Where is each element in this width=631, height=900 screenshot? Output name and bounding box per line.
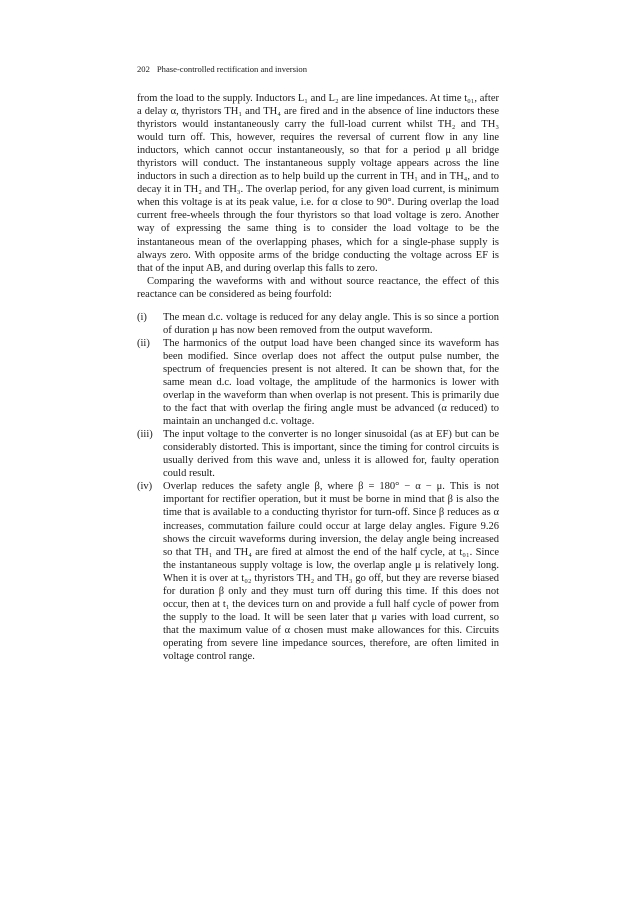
running-header xyxy=(137,64,499,75)
list-item-text: The mean d.c. voltage is reduced for any delay angle. This is so since a portion of duration μ has now been removed from the output waveform. xyxy=(163,311,499,336)
book-page xyxy=(137,64,499,663)
running-title: Phase-controlled rectification and inversion xyxy=(156,64,307,74)
list-item-text: Overlap reduces the safety angle β, where β = 180° − α − μ. This is not important for rectifier operation, but it must be borne in mind that β is also the time that is available to a conducting thyristor for turn-off. Since β reduces as α increases, commutation failure could occur at large delay angles. Figure 9.26 shows the circuit waveforms during inversion, the delay angle being increased so that TH₁ and TH₄ are fired at almost the end of the half cycle, at t₀₁. Since the instantaneous supply voltage is low, the overlap angle μ is relatively long. When it is over at t₀₂ thyristors TH₂ and TH₃ go off, but they are reverse biased for duration β only and they must turn off during this time. If this does not occur, then at t₁ the devices turn on and provide a full half cycle of power from the supply to the load. It will be seen later that μ varies with load current, so that the maximum value of α chosen must make allowances for this. Circuits operating from severe line impedance sources, therefore, are often limited in voltage control range. xyxy=(163,481,499,662)
effects-list xyxy=(137,311,499,663)
list-item xyxy=(137,428,499,480)
list-item-label: (iv) xyxy=(137,481,153,493)
body-text xyxy=(137,92,499,301)
list-item-text: The input voltage to the converter is no longer sinusoidal (as at EF) but can be considerably distorted. This is important, since the timing for control circuits is usually derived from this wave and, unless it is allowed for, faulty operation could result. xyxy=(163,429,499,480)
list-item-text: The harmonics of the output load have been changed since its waveform has been modified. Since overlap does not affect the output pulse number, the spectrum of frequencies present is not altered. It can be shown that, for the same mean d.c. load voltage, the amplitude of the harmonics is lower with overlap in the waveform than when overlap is not present. This is primarily due to the fact that with overlap the firing angle must be advanced (α reduced) to maintain an unchanged d.c. voltage. xyxy=(163,337,499,428)
list-item-label: (ii) xyxy=(137,337,150,349)
paragraph-fourfold-intro: Comparing the waveforms with and without source reactance, the effect of this reactance can be considered as being fourfold: xyxy=(137,275,499,300)
list-item-label: (iii) xyxy=(137,429,153,441)
list-item xyxy=(137,337,499,428)
list-item-label: (i) xyxy=(137,311,147,323)
paragraph-overlap-continuation: from the load to the supply. Inductors L₁ and L₂ are line impedances. At time t₀₁, after a delay α, thyristors TH₁ and TH₄ are fired and in the absence of line inductors these thyristors would instantaneously carry the full-load current whilst TH₂ and TH₃ would turn off. This, however, requires the reversal of current flow in any line inductors, which cannot occur instantaneously, so that for a period μ all bridge thyristors will conduct. The instantaneous supply voltage appears across the line inductors in such a direction as to help build up the current in TH₁ and in TH₄, and to decay it in TH₂ and TH₃. The overlap period, for any given load current, is minimum when this voltage is at its peak value, i.e. for α close to 90°. During overlap the load current free-wheels through the four thyristors so that load voltage is zero. Another way of expressing the same thing is to consider the load voltage to be the instantaneous mean of the overlapping phases, which for a single-phase supply is always zero. With opposite arms of the bridge conducting the voltage across EF is that of the input AB, and during overlap this falls to zero. xyxy=(137,93,499,274)
list-item xyxy=(137,480,499,663)
list-item xyxy=(137,311,499,337)
page-number: 202 xyxy=(137,64,150,74)
